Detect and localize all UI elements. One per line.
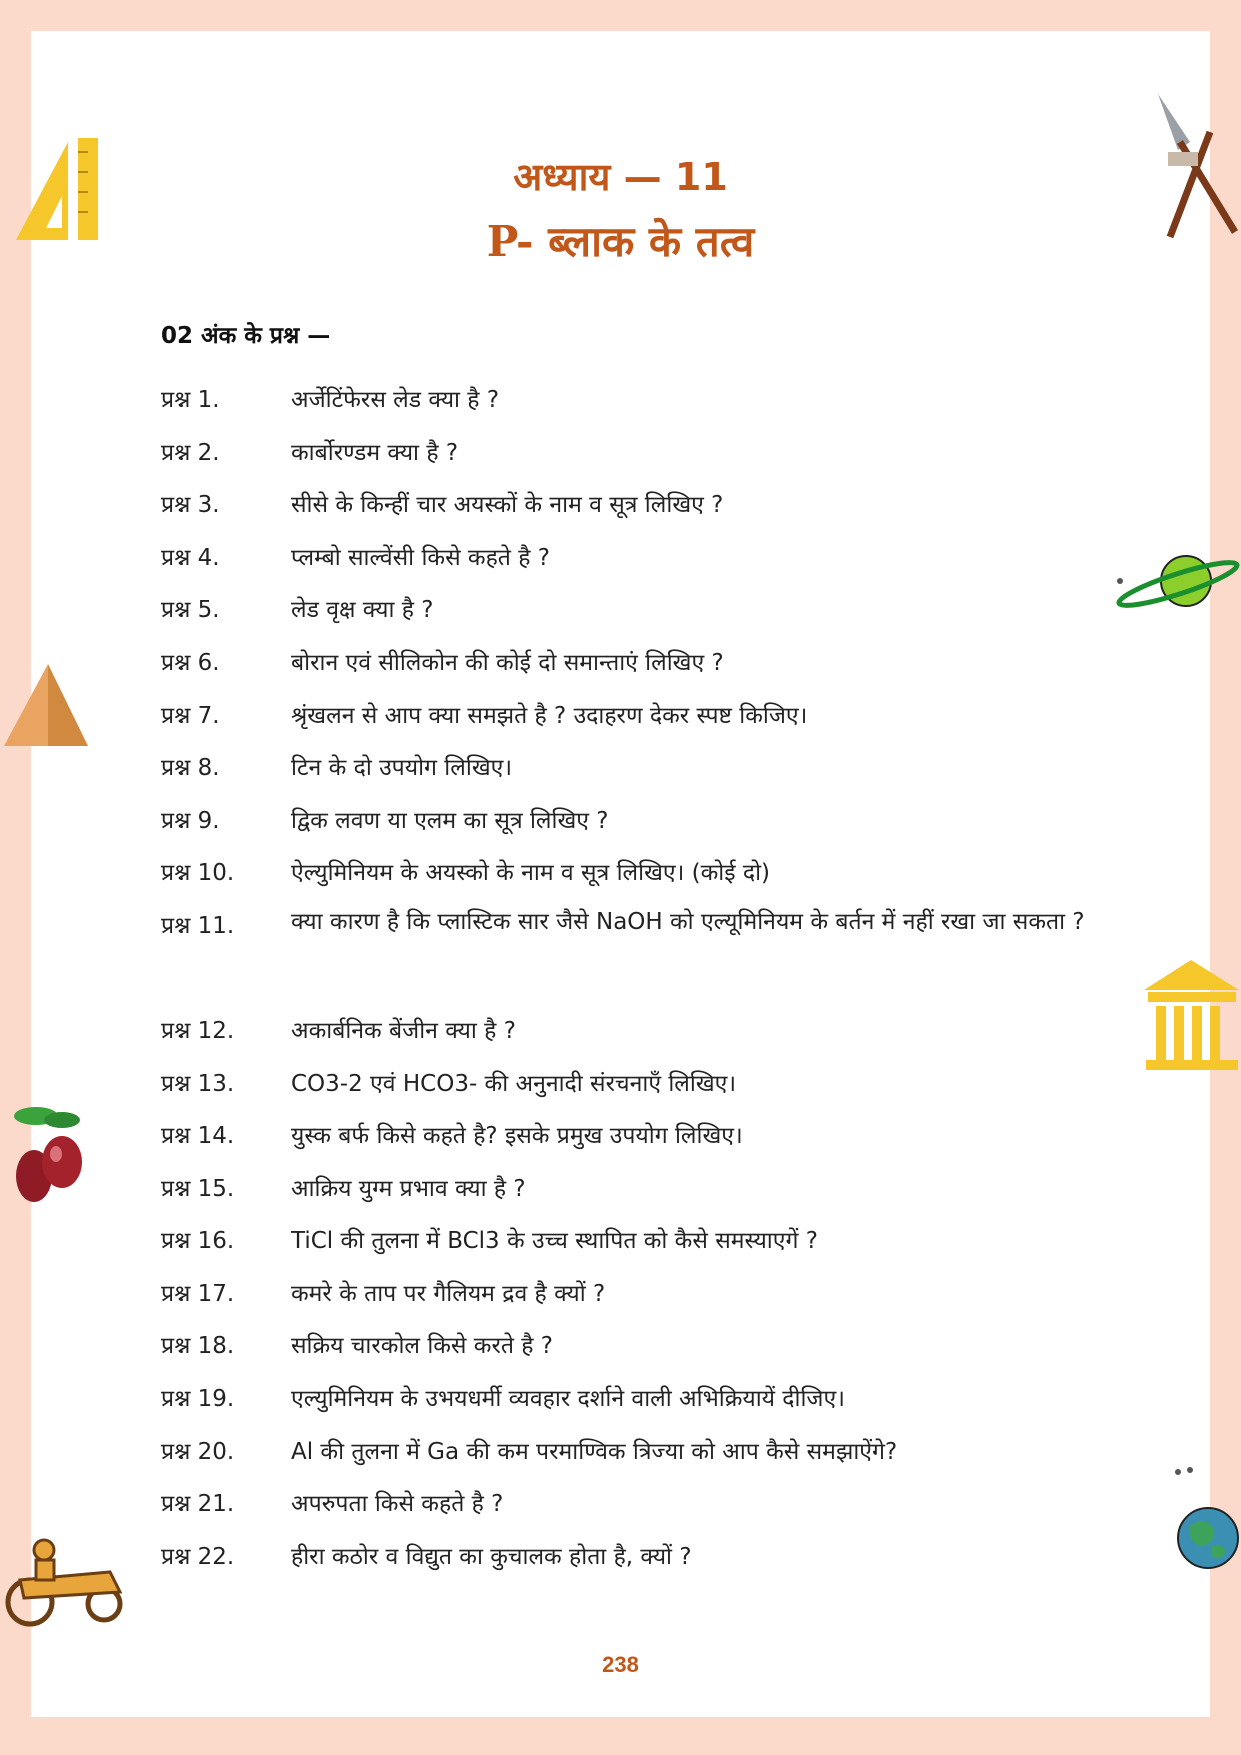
question-text: प्लम्बो साल्वेंसी किसे कहते है ? [291,545,550,571]
question-label: प्रश्न 14. [161,1123,235,1149]
section-heading: 02 अंक के प्रश्न — [161,323,331,349]
question-text: टिन के दो उपयोग लिखिए। [291,755,513,781]
question-label: प्रश्न 19. [161,1386,235,1412]
question-label: प्रश्न 13. [161,1071,235,1097]
question-label: प्रश्न 9. [161,808,220,834]
question-label: प्रश्न 8. [161,755,220,781]
question-label: प्रश्न 11. [161,913,235,939]
question-label: प्रश्न 3. [161,492,220,518]
page-number: 238 [602,1652,639,1677]
question-text: श्रृंखलन से आप क्या समझते है ? उदाहरण देकर स्पष्ट किजिए। [291,703,808,729]
question-label: प्रश्न 12. [161,1018,235,1044]
question-label: प्रश्न 6. [161,650,220,676]
question-label: प्रश्न 1. [161,387,220,413]
question-label: प्रश्न 15. [161,1176,235,1202]
question-text: अर्जेटिंफेरस लेड क्या है ? [291,387,500,413]
set-square-ruler-icon [6,132,106,244]
question-label: प्रश्न 2. [161,440,220,466]
question-label: प्रश्न 7. [161,703,220,729]
planet-icon [1108,548,1241,614]
question-text: CO3-2 एवं HCO3- की अनुनादी संरचनाएँ लिखिए। [291,1071,737,1097]
question-label: प्रश्न 22. [161,1544,235,1570]
question-text: अकार्बनिक बेंजीन क्या है ? [291,1018,516,1044]
tools-icon [1150,92,1240,242]
question-text: अपरुपता किसे कहते है ? [291,1491,504,1517]
question-text: एल्युमिनियम के उभयधर्मी व्यवहार दर्शाने वाली अभिक्रियायें दीजिए। [291,1386,845,1412]
pyramid-icon [2,660,90,748]
question-text: कमरे के ताप पर गैलियम द्रव है क्यों ? [291,1281,606,1307]
chapter-heading: अध्याय — 11 [513,155,728,199]
question-text: कार्बोरण्डम क्या है ? [291,440,459,466]
temple-icon [1142,956,1241,1072]
question-text: ऐल्युमिनियम के अयस्को के नाम व सूत्र लिखिए। (कोई दो) [291,860,771,886]
chapter-title: P- ब्लाक के तत्व [486,217,755,266]
vintage-car-icon [0,1532,130,1630]
question-label: प्रश्न 5. [161,597,220,623]
question-label: प्रश्न 10. [161,860,235,886]
question-label: प्रश्न 21. [161,1491,235,1517]
berries-icon [6,1104,90,1208]
question-label: प्रश्न 20. [161,1439,235,1465]
question-text: युस्क बर्फ किसे कहते है? इसके प्रमुख उपयोग लिखिए। [291,1123,743,1149]
question-text: सक्रिय चारकोल किसे करते है ? [291,1333,554,1359]
question-text: क्या कारण है कि प्लास्टिक सार जैसे NaOH को एल्यूमिनियम के बर्तन में नहीं रखा जा सकता ? [291,909,1085,935]
question-text: सीसे के किन्हीं चार अयस्कों के नाम व सूत्र लिखिए ? [291,492,724,518]
question-label: प्रश्न 17. [161,1281,235,1307]
question-label: प्रश्न 16. [161,1228,235,1254]
question-text: हीरा कठोर व विद्युत का कुचालक होता है, क्यों ? [291,1544,692,1570]
question-text: Al की तुलना में Ga की कम परमाण्विक त्रिज्या को आप कैसे समझाऐंगे? [291,1439,898,1465]
question-text: बोरान एवं सीलिकोन की कोई दो समान्ताएं लिखिए ? [291,650,724,676]
question-text: द्विक लवण या एलम का सूत्र लिखिए ? [291,808,609,834]
question-text: TiCl की तुलना में BCl3 के उच्च स्थापित को कैसे समस्याएगें ? [291,1228,818,1254]
question-text: लेड वृक्ष क्या है ? [291,597,434,623]
question-label: प्रश्न 4. [161,545,220,571]
question-text: आक्रिय युग्म प्रभाव क्या है ? [291,1176,526,1202]
globe-icon [1170,1466,1241,1572]
question-label: प्रश्न 18. [161,1333,235,1359]
